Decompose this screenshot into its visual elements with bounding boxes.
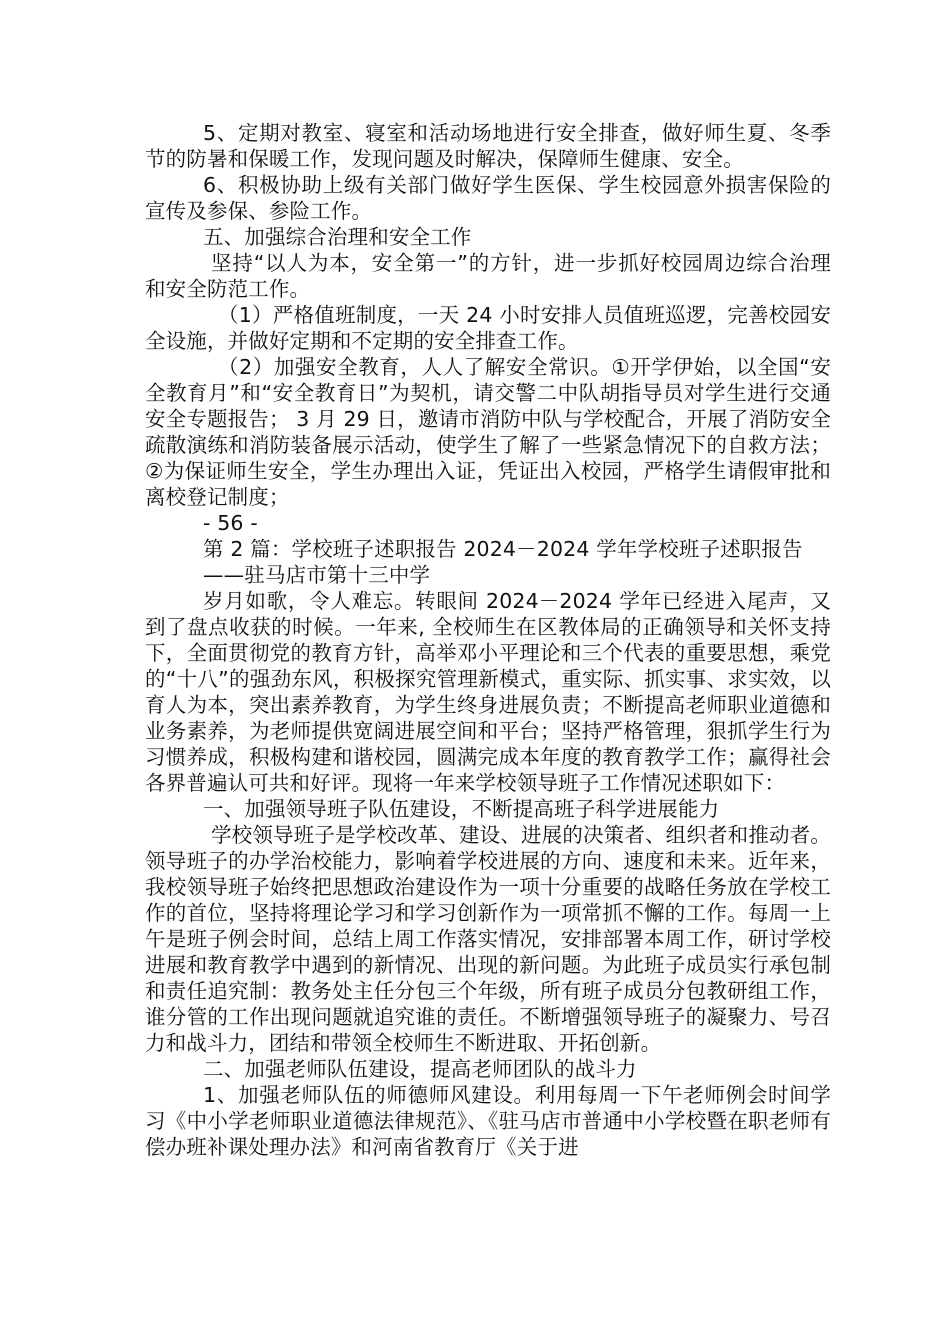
paragraph-duty-system: （1）严格值班制度，一天 24 小时安排人员值班巡逻，完善校园安全设施，并做好定期和不定期的安全排查工作。 <box>145 303 831 353</box>
section-heading-five: 五、加强综合治理和安全工作 <box>203 225 472 249</box>
paragraph-leadership: 学校领导班子是学校改革、建设、进展的决策者、组织者和推动者。领导班子的办学治校能力，影响着学校进展的方向、速度和未来。近年来，我校领导班子始终把思想政治建设作为一项十分重要的战略任务放在学校工作的首位，坚持将理论学习和学习创新作为一项常抓不懈的工作。每周一上午是班子例会时间，总结上周工作落实情况，安排部署本周工作，研讨学校进展和教育教学中遇到的新情况、出现的新问题。为此班子成员实行承包制和责任追究制：教务处主任分包三个年级，所有班子成员分包教研组工作，谁分管的工作出现问题就追究谁的责任。不断增强领导班子的凝聚力、号召力和战斗力，团结和带领全校师生不断进取、开拓创新。 <box>145 823 831 1055</box>
document-body <box>145 120 831 1160</box>
page-number: - 56 - <box>203 511 258 535</box>
paragraph-policy: 坚持“以人为本，安全第一”的方针，进一步抓好校园周边综合治理和安全防范工作。 <box>145 251 831 301</box>
paragraph-item-6: 6、积极协助上级有关部门做好学生医保、学生校园意外损害保险的宣传及参保、参险工作。 <box>145 173 831 223</box>
paragraph-teacher-ethics: 1、加强老师队伍的师德师风建设。利用每周一下午老师例会时间学习《中小学老师职业道德法律规范》、《驻马店市普通中小学校暨在职老师有偿办班补课处理办法》和河南省教育厅《关于进 <box>145 1083 831 1159</box>
paragraph-item-5: 5、定期对教室、寝室和活动场地进行安全排查，做好师生夏、冬季节的防暑和保暖工作，发现问题及时解决，保障师生健康、安全。 <box>145 121 831 171</box>
chapter-title: 第 2 篇：学校班子述职报告 2024－2024 学年学校班子述职报告 <box>203 537 803 561</box>
school-name: ——驻马店市第十三中学 <box>203 563 431 587</box>
section-heading-two: 二、加强老师队伍建设，提高老师团队的战斗力 <box>203 1057 637 1081</box>
section-heading-one: 一、加强领导班子队伍建设，不断提高班子科学进展能力 <box>203 797 720 821</box>
paragraph-safety-education: （2）加强安全教育，人人了解安全常识。①开学伊始，以全国“安全教育月”和“安全教育日”为契机，请交警二中队胡指导员对学生进行交通安全专题报告； 3 月 29 日，邀请市消防中队与学校配合，开展了消防安全疏散演练和消防装备展示活动，使学生了解了一些紧急情况下的自救方法；②为保证师生安全，学生办理出入证，凭证出入校园，严格学生请假审批和离校登记制度； <box>145 355 831 509</box>
paragraph-intro: 岁月如歌，令人难忘。转眼间 2024－2024 学年已经进入尾声，又到了盘点收获的时候。一年来, 全校师生在区教体局的正确领导和关怀支持下，全面贯彻党的教育方针，高举邓小平理论和三个代表的重要思想，乘党的“十八”的强劲东风，积极探究管理新模式，重实际、抓实事、求实效，以育人为本，突出素养教育，为学生终身进展负责；不断提高老师职业道德和业务素养，为老师提供宽阔进展空间和平台；坚持严格管理，狠抓学生行为习惯养成，积极构建和谐校园，圆满完成本年度的教育教学工作；赢得社会各界普遍认可共和好评。现将一年来学校领导班子工作情况述职如下： <box>145 589 831 795</box>
